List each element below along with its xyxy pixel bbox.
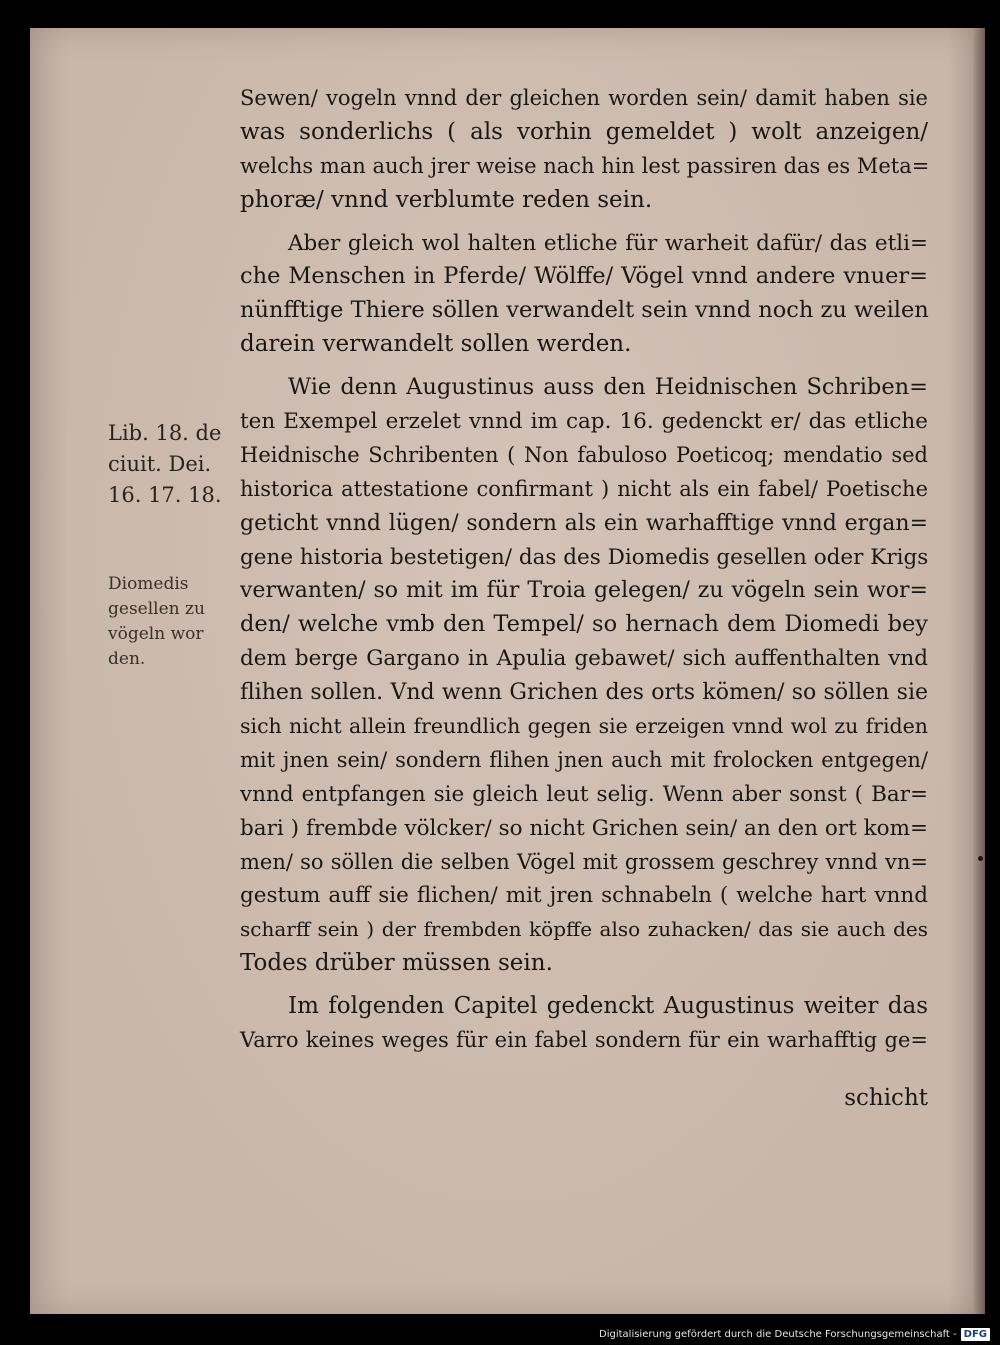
text-line: dem berge Gargano in Apulia gebawet/ sich auffenthalten vnd: [240, 646, 928, 672]
text-line: den/ welche vmb den Tempel/ so hernach dem Diomedi bey: [240, 611, 928, 638]
catchword: schicht: [844, 1084, 928, 1111]
text-line: scharff sein ) der frembden köpffe also zuhacken/ das sie auch des: [240, 917, 928, 942]
margin-note-line: 16. 17. 18.: [108, 483, 222, 507]
text-line: vnnd entpfangen sie gleich leut selig. Wenn aber sonst ( Bar=: [240, 781, 928, 807]
margin-note-line: ciuit. Dei.: [108, 452, 212, 476]
paragraph-3: [240, 371, 928, 981]
text-line: Varro keines weges für ein fabel sondern für ein warhafftig ge=: [240, 1028, 928, 1053]
text-line: verwanten/ so mit im für Troia gelegen/ zu vögeln sein wor=: [240, 578, 928, 604]
text-line: Heidnische Schribenten ( Non fabuloso Poeticoq; mendatio sed: [240, 442, 928, 467]
dfg-logo: DFG: [961, 1328, 990, 1341]
digitization-footer: [599, 1326, 990, 1342]
text-line: was sonderlichs ( als vorhin gemeldet ) wolt anzeigen/: [240, 118, 928, 145]
paragraph-2: [240, 227, 928, 363]
text-line: Aber gleich wol halten etliche für warheit dafür/ das etli=: [288, 230, 928, 256]
footer-text: Digitalisierung gefördert durch die Deutsche Forschungsgemeinschaft -: [599, 1328, 957, 1340]
text-line: Sewen/ vogeln vnnd der gleichen worden sein/ damit haben sie: [240, 86, 928, 110]
text-line: darein verwandelt sollen werden.: [240, 331, 632, 358]
text-line: sich nicht allein freundlich gegen sie erzeigen vnnd wol zu friden: [240, 714, 928, 739]
text-line: ten Exempel erzelet vnnd im cap. 16. gedenckt er/ das etliche: [240, 409, 928, 435]
text-line: Todes drüber müssen sein.: [240, 950, 553, 977]
ink-mark: [978, 856, 983, 861]
margin-note-line: gesellen zu: [108, 599, 205, 619]
text-line: flihen sollen. Vnd wenn Grichen des orts kömen/ so söllen sie: [240, 680, 928, 706]
paragraph-4: [240, 990, 928, 1058]
text-line: phoræ/ vnnd verblumte reden sein.: [240, 186, 653, 213]
text-line: nünfftige Thiere söllen verwandelt sein vnnd noch zu weilen: [240, 297, 929, 324]
body-text: [240, 82, 928, 1116]
text-line: bari ) frembde völcker/ so nicht Grichen sein/ an den ort kom=: [240, 815, 928, 841]
text-line: geticht vnnd lügen/ sondern als ein warhafftige vnnd ergan=: [240, 510, 928, 536]
margin-note-reference: [108, 418, 258, 511]
paragraph-1: [240, 82, 928, 218]
text-line: Wie denn Augustinus auss den Heidnischen Schriben=: [288, 374, 928, 401]
margin-note-line: Lib. 18. de: [108, 421, 222, 445]
margin-note-line: den.: [108, 649, 146, 669]
text-line: welchs man auch jrer weise nach hin lest passiren das es Meta=: [240, 153, 930, 178]
text-line: historica attestatione confirmant ) nicht als ein fabel/ Poetische: [240, 476, 928, 501]
margin-note-diomedis: [108, 572, 258, 672]
text-line: gestum auff sie flichen/ mit jren schnabeln ( welche hart vnnd: [240, 883, 928, 909]
text-line: gene historia bestetigen/ das des Diomedis gesellen oder Krigs: [240, 544, 929, 570]
text-line: men/ so söllen die selben Vögel mit grossem geschrey vnnd vn=: [240, 849, 928, 874]
page-edge-shadow: [973, 28, 985, 1314]
margin-note-line: vögeln wor: [108, 624, 204, 644]
text-line: Im folgenden Capitel gedenckt Augustinus weiter das: [288, 993, 928, 1020]
margin-note-line: Diomedis: [108, 574, 189, 594]
text-line: che Menschen in Pferde/ Wölffe/ Vögel vnnd andere vnuer=: [240, 263, 928, 290]
text-line: mit jnen sein/ sondern flihen jnen auch mit frolocken entgegen/: [240, 747, 928, 772]
